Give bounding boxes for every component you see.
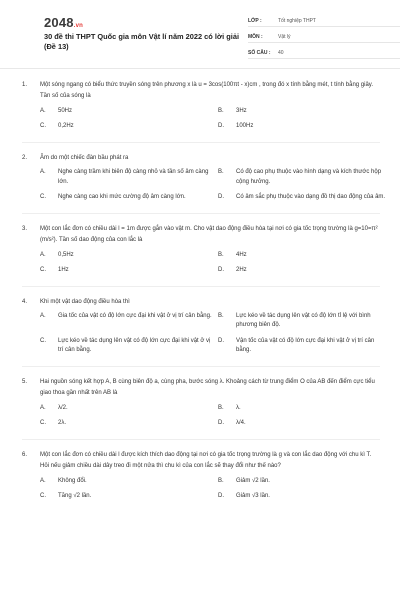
option-letter: B. bbox=[218, 107, 224, 114]
option-text: Nghe càng trầm khi biên độ càng nhỏ và tần số âm càng lớn. bbox=[58, 169, 209, 185]
question-item bbox=[22, 80, 380, 143]
question-item bbox=[22, 224, 380, 287]
header-divider bbox=[0, 68, 400, 69]
meta-key: SỐ CÂU : bbox=[248, 49, 271, 56]
option-letter: C. bbox=[40, 194, 46, 201]
option-text: 1Hz bbox=[58, 267, 69, 274]
option-text: Lực kéo về tác dụng lên vật có độ lớn cực đại khi vật ở vị trí cân bằng. bbox=[58, 337, 211, 354]
option-text: Không đổi. bbox=[58, 477, 87, 484]
answer-option[interactable] bbox=[218, 107, 396, 117]
question-text: Một con lắc đơn có chiều dài l được kích thích dao động tại nơi có gia tốc trọng trường là g và con lắc dao động với chu kì T. Hỏi nếu giảm chiều dài dây treo đi một nửa thì chu kì của con lắc sẽ thay đổi như thế nào? bbox=[40, 451, 372, 470]
option-text: 4Hz bbox=[236, 251, 247, 258]
option-letter: C. bbox=[40, 493, 46, 500]
option-letter: A. bbox=[40, 404, 46, 411]
answer-option[interactable] bbox=[218, 266, 396, 276]
option-text: Nghe càng cao khi mức cường độ âm càng lớn. bbox=[58, 194, 186, 201]
question-text: Một sóng ngang có biểu thức truyền sóng trên phương x là u = 3cos(100πt - x)cm , trong đó x tính bằng mét, t tính bằng giây. Tần số của sóng là bbox=[40, 82, 374, 100]
meta-row bbox=[248, 15, 400, 27]
option-text: 0,5Hz bbox=[58, 251, 74, 258]
answer-option[interactable] bbox=[40, 122, 218, 132]
answer-option[interactable] bbox=[40, 477, 218, 487]
meta-key: MÔN : bbox=[248, 33, 263, 40]
question-number: 3. bbox=[22, 225, 28, 232]
question-stem bbox=[22, 377, 380, 400]
answer-option[interactable] bbox=[40, 168, 218, 187]
option-letter: D. bbox=[218, 337, 224, 344]
page-title: 30 đề thi THPT Quốc gia môn Vật lí năm 2022 có lời giải (Đề 13) bbox=[44, 32, 239, 51]
option-text: λ/2. bbox=[58, 404, 68, 411]
answer-options bbox=[22, 404, 380, 435]
question-item bbox=[22, 297, 380, 367]
question-stem bbox=[22, 297, 380, 308]
question-number: 4. bbox=[22, 298, 28, 305]
answer-option[interactable] bbox=[218, 477, 396, 487]
meta-row bbox=[248, 47, 400, 59]
option-text: Có âm sắc phụ thuộc vào dạng đồ thị dao động của âm. bbox=[236, 194, 386, 201]
option-text: Gia tốc của vật có độ lớn cực đại khi vật ở vị trí cân bằng. bbox=[58, 312, 212, 319]
meta-value: Tốt nghiệp THPT bbox=[278, 17, 316, 24]
answer-options bbox=[22, 477, 380, 508]
answer-options bbox=[22, 168, 386, 209]
option-letter: A. bbox=[40, 251, 46, 258]
meta-value: 40 bbox=[278, 49, 284, 56]
question-divider bbox=[22, 142, 380, 143]
option-letter: D. bbox=[218, 194, 224, 201]
answer-option[interactable] bbox=[218, 312, 396, 331]
option-letter: D. bbox=[218, 420, 224, 427]
question-divider bbox=[22, 213, 380, 214]
option-text: 100Hz bbox=[236, 123, 254, 130]
answer-option[interactable] bbox=[40, 251, 218, 261]
option-text: Lực kéo về tác dụng lên vật có độ lớn tỉ lệ với bình phương biên độ. bbox=[236, 312, 371, 329]
option-text: 2λ. bbox=[58, 420, 67, 427]
option-letter: C. bbox=[40, 267, 46, 274]
meta-key: LỚP : bbox=[248, 17, 262, 24]
option-text: 50Hz bbox=[58, 107, 73, 114]
question-list bbox=[22, 80, 386, 516]
answer-option[interactable] bbox=[40, 107, 218, 117]
option-text: 0,2Hz bbox=[58, 123, 74, 130]
answer-option[interactable] bbox=[40, 404, 218, 414]
option-letter: C. bbox=[40, 123, 46, 130]
page-header bbox=[22, 0, 380, 66]
answer-option[interactable] bbox=[218, 251, 396, 261]
option-letter: B. bbox=[218, 312, 224, 319]
question-stem bbox=[22, 450, 380, 473]
site-logo[interactable]: 2048.vn bbox=[44, 15, 84, 30]
question-text: Âm do một chiếc đàn bầu phát ra bbox=[40, 154, 129, 161]
option-letter: D. bbox=[218, 493, 224, 500]
answer-options bbox=[22, 251, 380, 282]
question-item bbox=[22, 377, 380, 440]
question-divider bbox=[22, 439, 380, 440]
question-number: 5. bbox=[22, 378, 28, 385]
answer-option[interactable] bbox=[40, 492, 218, 502]
question-number: 1. bbox=[22, 82, 28, 88]
answer-option[interactable] bbox=[218, 122, 396, 132]
option-letter: D. bbox=[218, 267, 224, 274]
answer-option[interactable] bbox=[40, 266, 218, 276]
question-stem bbox=[22, 153, 380, 164]
question-text: Khi một vật dao động điều hòa thì bbox=[40, 298, 130, 305]
option-text: Giảm √3 lần. bbox=[236, 493, 270, 500]
option-text: λ/4. bbox=[236, 420, 246, 427]
option-letter: A. bbox=[40, 107, 46, 114]
question-text: Một con lắc đơn có chiều dài l = 1m được gắn vào vật m. Cho vật dao động điều hòa tại nơi có gia tốc trọng trường là g=10=π² (m/s²). Tần số dao động của con lắc là bbox=[40, 225, 378, 244]
option-text: Tăng √2 lần. bbox=[58, 493, 92, 500]
answer-option[interactable] bbox=[40, 312, 218, 331]
option-text: λ. bbox=[236, 404, 241, 411]
option-letter: C. bbox=[40, 420, 46, 427]
option-letter: C. bbox=[40, 337, 46, 344]
answer-option[interactable] bbox=[40, 419, 218, 429]
question-item bbox=[22, 153, 386, 214]
answer-option[interactable] bbox=[40, 337, 218, 356]
option-text: 2Hz bbox=[236, 267, 247, 274]
answer-options bbox=[22, 107, 380, 138]
option-letter: B. bbox=[218, 477, 224, 484]
option-text: Vận tốc của vật có độ lớn cực đại khi vật ở vị trí cân bằng. bbox=[236, 337, 375, 354]
option-text: Có độ cao phụ thuộc vào hình dạng và kích thước hộp cộng hưởng. bbox=[236, 169, 382, 185]
question-stem bbox=[22, 80, 380, 103]
option-letter: A. bbox=[40, 169, 46, 176]
option-text: Giảm √2 lần. bbox=[236, 477, 270, 484]
answer-option[interactable] bbox=[218, 419, 396, 429]
question-divider bbox=[22, 366, 380, 367]
meta-row bbox=[248, 31, 400, 43]
answer-option[interactable] bbox=[218, 492, 396, 502]
exam-meta bbox=[248, 15, 400, 63]
question-text: Hai nguồn sóng kết hợp A, B cùng biên độ a, cùng pha, bước sóng λ. Khoảng cách từ trung điểm O của AB đến điểm cực tiểu giao thoa gần nhất trên AB là bbox=[40, 378, 375, 397]
question-item bbox=[22, 450, 380, 508]
option-letter: B. bbox=[218, 404, 224, 411]
option-letter: B. bbox=[218, 251, 224, 258]
question-divider bbox=[22, 286, 380, 287]
question-number: 6. bbox=[22, 451, 28, 458]
answer-options bbox=[22, 312, 380, 362]
option-text: 3Hz bbox=[236, 107, 247, 114]
answer-option[interactable] bbox=[218, 193, 396, 203]
option-letter: D. bbox=[218, 123, 224, 130]
answer-option[interactable] bbox=[218, 404, 396, 414]
answer-option[interactable] bbox=[218, 337, 396, 356]
answer-option[interactable] bbox=[218, 168, 396, 187]
option-letter: A. bbox=[40, 477, 46, 484]
option-letter: B. bbox=[218, 169, 224, 176]
question-stem bbox=[22, 224, 380, 247]
answer-option[interactable] bbox=[40, 193, 218, 203]
option-letter: A. bbox=[40, 312, 46, 319]
meta-value: Vật lý bbox=[278, 33, 291, 40]
question-number: 2. bbox=[22, 154, 28, 161]
